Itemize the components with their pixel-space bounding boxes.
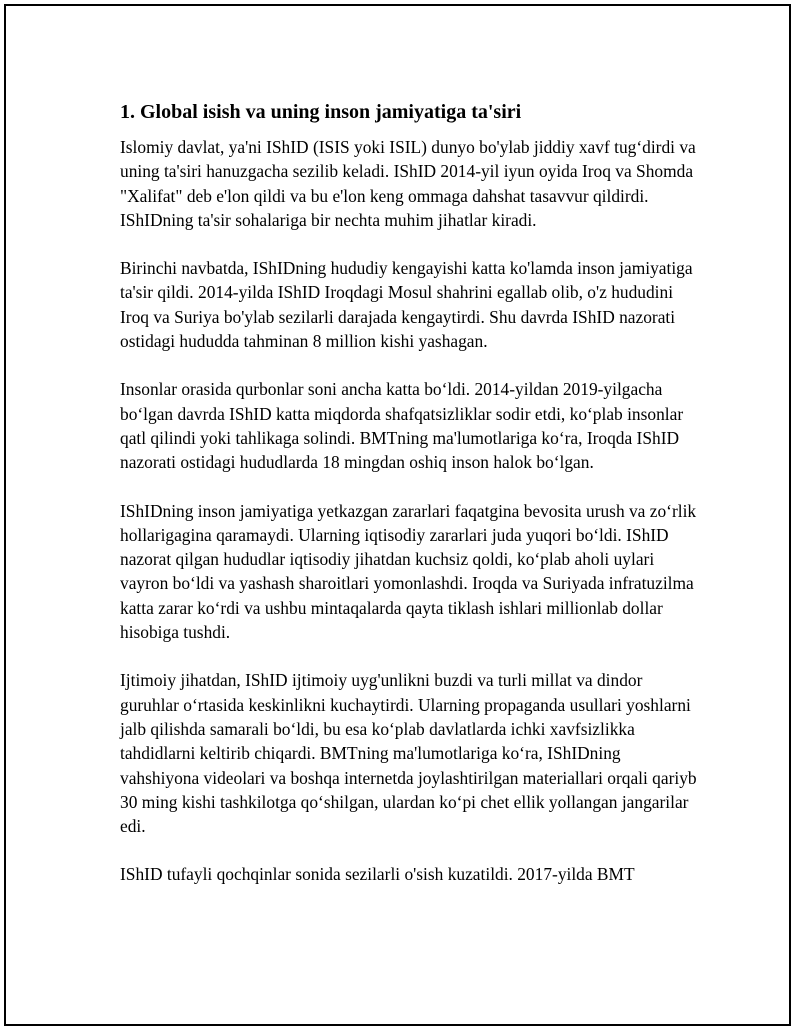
paragraph-2: Birinchi navbatda, IShIDning hududiy kengayishi katta ko'lamda inson jamiyatiga ta'sir qildi. 2014-yilda IShID Iroqdagi Mosul shahrini egallab olib, o'z hududini Iroq va Suriya bo'ylab sezilarli darajada kengaytirdi. Shu davrda IShID nazorati ostidagi hududda tahminan 8 million kishi yashagan. <box>120 258 693 352</box>
document-page <box>4 4 791 1026</box>
paragraph-5: Ijtimoiy jihatdan, IShID ijtimoiy uyg'unlikni buzdi va turli millat va dindor guruhlar o‘rtasida keskinlikni kuchaytirdi. Ularning propaganda usullari yoshlarni jalb qilishda samarali bo‘ldi, bu esa ko‘plab davlatlarda ichki xavfsizlikka tahdidlarni keltirib chiqardi. BMTning ma'lumotlariga ko‘ra, IShIDning vahshiyona videolari va boshqa internetda joylashtirilgan materiallari orqali qariyb 30 ming kishi tashkilotga qo‘shilgan, ulardan ko‘pi chet ellik yollangan jangarilar edi. <box>120 670 697 837</box>
paragraph-4: IShIDning inson jamiyatiga yetkazgan zararlari faqatgina bevosita urush va zo‘rlik hollarigagina qaramaydi. Ularning iqtisodiy zararlari juda yuqori bo‘ldi. IShID nazorat qilgan hududlar iqtisodiy jihatdan kuchsiz qoldi, ko‘plab aholi uylari vayron bo‘ldi va yashash sharoitlari yomonlashdi. Iroqda va Suriyada infratuzilma katta zarar ko‘rdi va ushbu mintaqalarda qayta tiklash ishlari millionlab dollar hisobiga tushdi. <box>120 500 697 643</box>
paragraph-3: Insonlar orasida qurbonlar soni ancha katta bo‘ldi. 2014-yildan 2019-yilgacha bo‘lgan davrda IShID katta miqdorda shafqatsizliklar sodir etdi, ko‘plab insonlar qatl qilindi yoki tahlikaga solindi. BMTning ma'lumotlariga ko‘ra, Iroqda IShID nazorati ostidagi hududlarda 18 mingdan oshiq inson halok bo‘lgan. <box>120 379 684 473</box>
section-heading: 1. Global isish va uning inson jamiyatiga ta'siri <box>120 101 522 123</box>
paragraph-1: Islomiy davlat, ya'ni IShID (ISIS yoki ISIL) dunyo bo'ylab jiddiy xavf tug‘dirdi va uning ta'siri hanuzgacha sezilib keladi. IShID 2014-yil iyun oyida Iroq va Shomda "Xalifat" deb e'lon qildi va bu e'lon keng ommaga dahshat tasavvur qildirdi. IShIDning ta'sir sohalariga bir nechta muhim jihatlar kiradi. <box>120 137 696 230</box>
document-body <box>120 100 700 911</box>
paragraph-6: IShID tufayli qochqinlar sonida sezilarli o'sish kuzatildi. 2017-yilda BMT <box>120 864 635 885</box>
